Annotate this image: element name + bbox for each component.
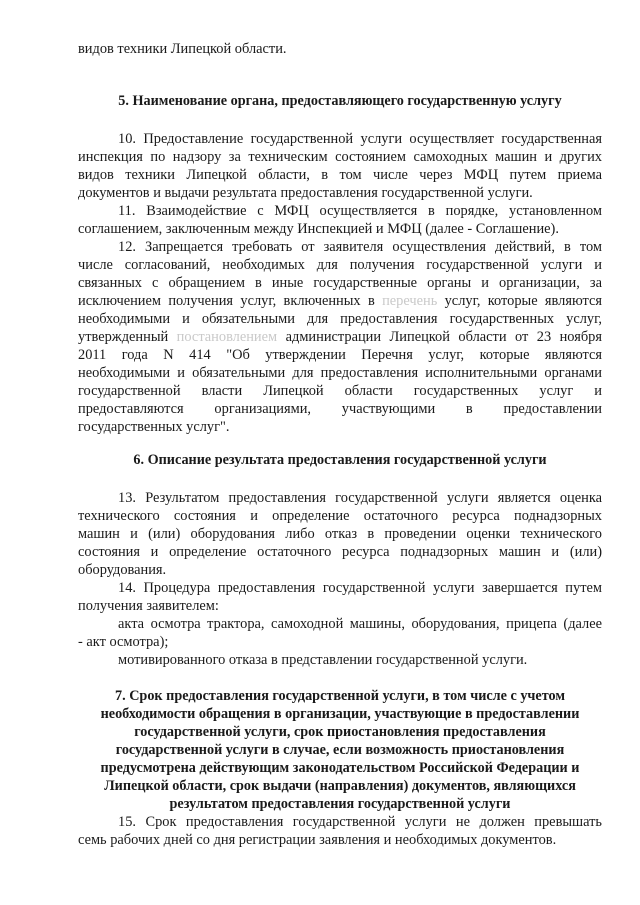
paragraph-14 — [78, 579, 602, 615]
text-line: 2011 года N 414 "Об утверждении Перечня услуг, которые являются — [78, 347, 602, 363]
text-line — [78, 328, 602, 346]
text-fragment: исключением получения услуг, включенных в — [78, 293, 383, 309]
text-line: 12. Запрещается требовать от заявителя осуществления действий, в том — [118, 239, 602, 255]
text-line: необходимыми и обязательными для предоставления исполнительными органами — [78, 365, 602, 381]
text-line: оборудования. — [78, 562, 167, 578]
text-line: акта осмотра трактора, самоходной машины, оборудования, прицепа (далее — [118, 616, 602, 632]
paragraph-10 — [78, 130, 602, 202]
text-line — [78, 292, 602, 310]
list-item — [78, 651, 602, 669]
text-line: семь рабочих дней со дня регистрации заявления и необходимых документов. — [78, 832, 557, 848]
text-line: мотивированного отказа в представлении государственной услуги. — [118, 652, 528, 668]
text-line: 13. Результатом предоставления государственной услуги является оценка — [118, 490, 602, 506]
text-fragment: утвержденный — [78, 329, 177, 345]
text-line: связанных с обращением в иные государственные органы и организации, за — [78, 275, 602, 291]
text-line: машин и (или) оборудования либо отказ в проведении оценки технического — [78, 526, 602, 542]
list-item — [78, 615, 602, 651]
heading-line: 7. Срок предоставления государственной услуги, в том числе с учетом — [115, 688, 565, 704]
heading-line: Липецкой области, срок выдачи (направления) документов, являющихся — [104, 778, 576, 794]
perechen-link[interactable]: перечень — [382, 293, 438, 309]
paragraph-13 — [78, 489, 602, 579]
text-line: документов и выдачи результата предоставления государственной услуги. — [78, 185, 533, 201]
text-line: соглашением, заключенным между Инспекцией и МФЦ (далее - Соглашение). — [78, 221, 559, 237]
postanovlenie-link[interactable]: постановлением — [176, 329, 278, 345]
paragraph-11 — [78, 202, 602, 238]
text-line: 14. Процедура предоставления государственной услуги завершается путем — [118, 580, 602, 596]
text-fragment: администрации Липецкой области от 23 ноября — [277, 329, 602, 345]
text-line: числе согласований, необходимых для получения государственной услуги и — [78, 257, 602, 273]
text-line: 10. Предоставление государственной услуги осуществляет государственная — [118, 131, 602, 147]
text-line: видов техники Липецкой области. — [78, 41, 287, 57]
text-line: предоставляются организациями, участвующими в предоставлении — [78, 401, 602, 417]
heading-line: предусмотрена действующим законодательством Российской Федерации и — [100, 760, 580, 776]
heading-line: результатом предоставления государственной услуги — [169, 796, 511, 812]
text-line: - акт осмотра); — [78, 634, 169, 650]
top-line — [78, 40, 602, 58]
heading-line: государственной услуги в случае, если возможность приостановления — [115, 742, 565, 758]
text-line: 15. Срок предоставления государственной услуги не должен превышать — [118, 814, 602, 830]
heading-line: необходимости обращения в организации, участвующие в предоставлении — [100, 706, 580, 722]
text-line: получения заявителем: — [78, 598, 219, 614]
heading-line: государственной услуги, срок приостановления предоставления — [134, 724, 546, 740]
text-line: технического состояния и определение остаточного ресурса поднадзорных — [78, 508, 602, 524]
text-line: государственной власти Липецкой области государственных услуг и — [78, 383, 602, 399]
text-line: государственных услуг". — [78, 419, 230, 435]
text-fragment: услуг, которые являются — [437, 293, 602, 309]
text-line: инспекция по надзору за техническим состоянием самоходных машин и других — [78, 149, 602, 165]
paragraph-12 — [78, 238, 602, 436]
text-line: состояния и определение остаточного ресурса поднадзорных машин и (или) — [78, 544, 602, 560]
section-6-heading: 6. Описание результата предоставления государственной услуги — [133, 452, 547, 468]
section-5-heading: 5. Наименование органа, предоставляющего государственную услугу — [118, 93, 562, 109]
section-7-heading — [78, 687, 602, 813]
text-line: 11. Взаимодействие с МФЦ осуществляется в порядке, установленном — [118, 203, 602, 219]
text-line: видов техники Липецкой области, в том числе через МФЦ путем приема — [78, 167, 602, 183]
text-line: необходимыми и обязательными для предоставления государственных услуг, — [78, 311, 602, 327]
paragraph-15 — [78, 813, 602, 849]
